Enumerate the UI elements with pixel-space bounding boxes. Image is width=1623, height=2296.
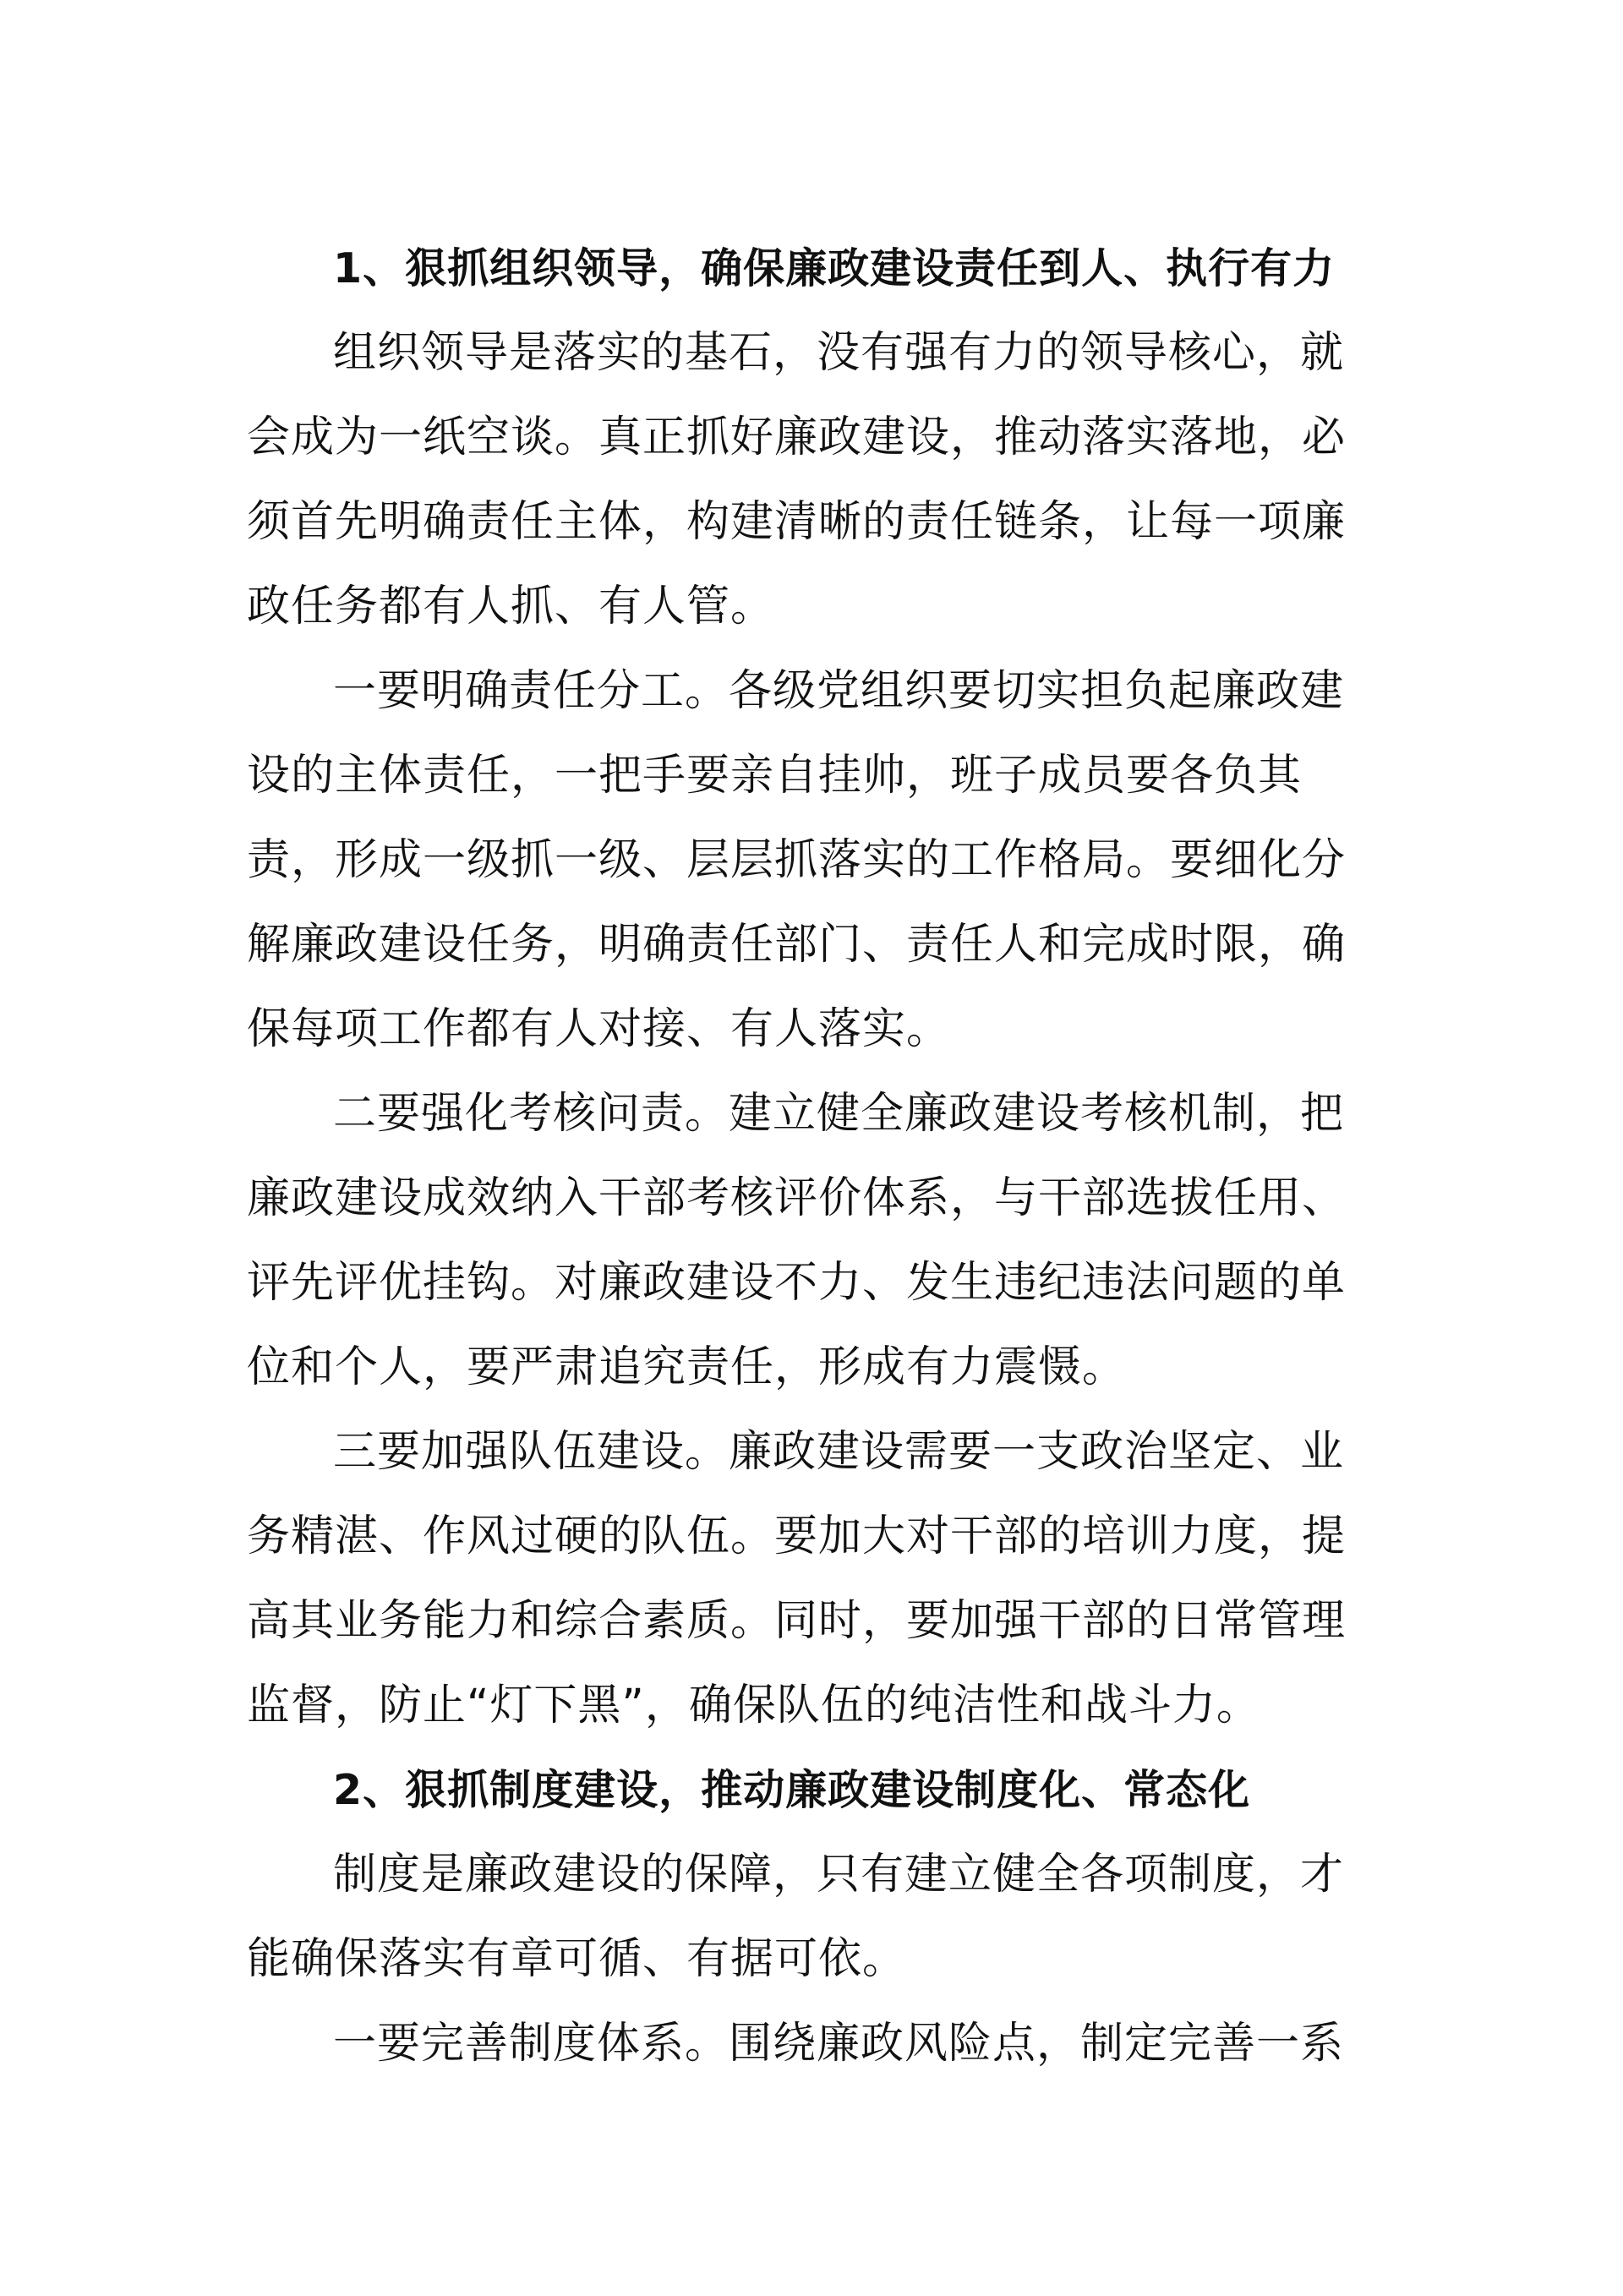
paragraph-line: 廉政建设成效纳入干部考核评价体系，与干部选拔任用、 bbox=[247, 1173, 1347, 1223]
section-heading-1: 1、狠抓组织领导，确保廉政建设责任到人、执行有力 bbox=[333, 244, 1336, 292]
paragraph-line: 监督，防止“灯下黑”，确保队伍的纯洁性和战斗力。 bbox=[247, 1681, 1260, 1730]
paragraph-line: 一要明确责任分工。各级党组织要切实担负起廉政建 bbox=[333, 666, 1345, 716]
paragraph-line: 制度是廉政建设的保障，只有建立健全各项制度，才 bbox=[333, 1850, 1345, 1900]
paragraph-line: 保每项工作都有人对接、有人落实。 bbox=[247, 1004, 951, 1054]
paragraph-line: 三要加强队伍建设。廉政建设需要一支政治坚定、业 bbox=[333, 1427, 1345, 1477]
paragraph-line: 政任务都有人抓、有人管。 bbox=[247, 582, 775, 631]
paragraph-line: 二要强化考核问责。建立健全廉政建设考核机制，把 bbox=[333, 1089, 1345, 1139]
paragraph-line: 位和个人，要严肃追究责任，形成有力震慑。 bbox=[247, 1342, 1127, 1392]
paragraph-line: 能确保落实有章可循、有据可依。 bbox=[247, 1934, 907, 1984]
paragraph-line: 设的主体责任，一把手要亲自挂帅，班子成员要各负其 bbox=[247, 751, 1303, 801]
paragraph-line: 责，形成一级抓一级、层层抓落实的工作格局。要细化分 bbox=[247, 835, 1347, 885]
section-heading-2: 2、狠抓制度建设，推动廉政建设制度化、常态化 bbox=[333, 1766, 1251, 1814]
paragraph-line: 务精湛、作风过硬的队伍。要加大对干部的培训力度，提 bbox=[247, 1512, 1347, 1561]
paragraph-line: 组织领导是落实的基石，没有强有力的领导核心，就 bbox=[333, 328, 1345, 378]
paragraph-line: 评先评优挂钩。对廉政建设不力、发生违纪违法问题的单 bbox=[247, 1258, 1347, 1308]
paragraph-line: 解廉政建设任务，明确责任部门、责任人和完成时限，确 bbox=[247, 920, 1347, 970]
paragraph-line: 会成为一纸空谈。真正抓好廉政建设，推动落实落地，必 bbox=[247, 413, 1347, 462]
paragraph-line: 高其业务能力和综合素质。同时，要加强干部的日常管理 bbox=[247, 1596, 1347, 1646]
paragraph-line: 一要完善制度体系。围绕廉政风险点，制定完善一系 bbox=[333, 2019, 1345, 2069]
paragraph-line: 须首先明确责任主体，构建清晰的责任链条，让每一项廉 bbox=[247, 497, 1347, 547]
